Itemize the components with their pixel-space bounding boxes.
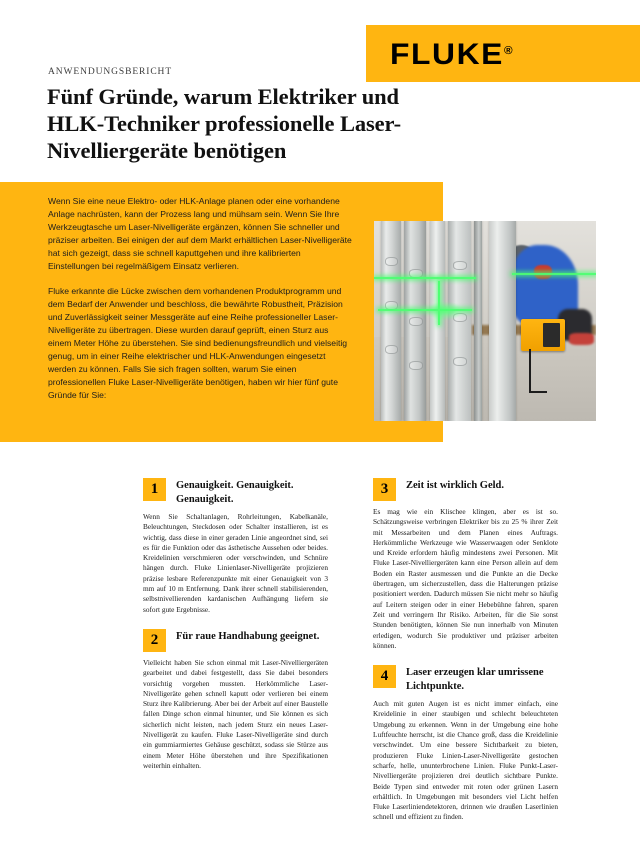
section-body-text: Es mag wie ein Klischee klingen, aber es ist so. Schätzungsweise verbringen Elektriker bis zu 25 % ihrer Zeit mit Messarbeiten und dem Planen eines Auftrags. Herkömmliche Werkzeuge wie Wasserwaagen oder Senklote und Kreide erfordern häufig mindestens zwei Personen. Mit Fluke Laser-Nivelliergeräten kann eine Person allein auf dem Boden ein Raster ausmessen und die Punkte an die Decke übertragen, um sicherzustellen, dass die Halterungen präzise positioniert werden. Dadurch müssen Sie nicht mehr so häufig auf Leitern steigen oder in einer Hebebühne fahren, sparen Zeit und verringern Ihr Risiko. Arbeiten, für die Sie sonst Stunden benötigten, können Sie nun innerhalb von Minuten erledigen, wodurch Sie produktiver und präziser arbeiten können. bbox=[373, 507, 558, 650]
stud-punchout bbox=[409, 317, 423, 326]
section-heading bbox=[373, 665, 558, 693]
laser-level-photo bbox=[374, 221, 596, 421]
green-laser-line bbox=[378, 309, 471, 311]
section-title: Genauigkeit. Genauigkeit. Genauigkeit. bbox=[176, 480, 294, 505]
section-body bbox=[143, 658, 328, 771]
laser-level-display bbox=[543, 323, 561, 347]
photo-metal-stud bbox=[489, 221, 516, 421]
section-heading bbox=[143, 629, 328, 652]
section-title: Zeit ist wirklich Geld. bbox=[406, 480, 504, 491]
stud-punchout bbox=[385, 257, 398, 266]
section-number-badge: 4 bbox=[373, 665, 396, 688]
reason-section-3 bbox=[373, 478, 558, 651]
photo-worker-shoe bbox=[569, 333, 593, 345]
section-title: Laser erzeugen klar umrissene Lichtpunkte. bbox=[406, 667, 544, 692]
green-laser-line bbox=[512, 273, 596, 275]
section-heading bbox=[143, 478, 328, 506]
section-body bbox=[143, 512, 328, 615]
content-column-right bbox=[373, 478, 558, 837]
section-body-text: Vielleicht haben Sie schon einmal mit Laser-Nivelliergeräten gearbeitet und dabei festgestellt, dass Sie dabei besonders vorsichtig vorgehen mussten. Herkömmliche Laser-Nivelligeräte gehen schnell kaputt oder verlieren bei einem Sturz ihre Kalibrierung. Aber bei der Arbeit auf einer Baustelle fallen Dinge schon einmal hinunter, und Sie können es sich sicherlich nicht leisten, nach jedem Sturz ein neues Laser-Nivelligerät zu kaufen. Fluke Laser-Nivelligeräte sind durch ein gummiarmiertes Gehäuse geschützt, sodass sie Stürze aus einem Meter Höhe überstehen und ihre Spezifikationen weiterhin einhalten. bbox=[143, 657, 328, 770]
registered-mark-icon: ® bbox=[503, 45, 513, 57]
photo-worker-glove bbox=[534, 265, 552, 279]
stud-punchout bbox=[385, 345, 398, 354]
section-body-text: Wenn Sie Schaltanlagen, Rohrleitungen, Kabelkanäle, Beleuchtungen, Steckdosen oder Schalter installieren, ist es wichtig, dass diese in einer geraden Linie angeordnet sind, sei es für die Funktion oder das ästhetische Aussehen oder beides. Kreidelinien verschmieren oder verschwinden, und Schnüre hängen durch. Fluke Linienlaser-Nivelligeräte projizieren präzise lesbare Referenzpunkte mit einer Genauigkeit von 3 mm auf 10 m Entfernung. Dank ihrer schnell stabilisierenden, selbstnivellierenden kardanischen Aufhängung liefern sie sofort gute Ergebnisse. bbox=[143, 512, 328, 614]
fluke-logo bbox=[390, 40, 513, 70]
page-title: Fünf Gründe, warum Elektriker und HLK-Techniker professionelle Laser-Nivelliergeräte benötigen bbox=[47, 84, 401, 163]
document-kicker: ANWENDUNGSBERICHT bbox=[48, 67, 173, 77]
laser-level-mount bbox=[529, 349, 531, 393]
section-number-badge: 2 bbox=[143, 629, 166, 652]
section-title: Für raue Handhabung geeignet. bbox=[176, 630, 320, 642]
stud-punchout bbox=[409, 361, 423, 370]
fluke-logo-text: FLUKE bbox=[390, 38, 504, 71]
reason-section-4 bbox=[373, 665, 558, 823]
stud-punchout bbox=[453, 357, 467, 366]
intro-text bbox=[48, 195, 353, 413]
section-heading bbox=[373, 478, 558, 501]
section-number-badge: 1 bbox=[143, 478, 166, 501]
section-body-text: Auch mit guten Augen ist es nicht immer einfach, eine Kreidelinie in einer staubigen und schlecht beleuchteten Umgebung zu erkennen. Wenn in der Umgebung eine hohe Luftfeuchte herrscht, ist die Chance groß, dass die Kreidelinie verschwindet. Um eine bessere Sichtbarkeit zu bieten, produzieren Fluke Linien-Laser-Nivelligeräte gestochen scharfe, helle, ununterbrochene Linien. Fluke Punkt-Laser-Nivelliergeräte projizieren drei deutlich sichtbare Punkte. Beide Typen sind entweder mit roten oder grünen Lasern erhältlich. In Umgebungen mit besonders viel Licht helfen Fluke Laserliniendetektoren, drinnen wie draußen Laserlinien schnell und effizient zu finden. bbox=[373, 699, 558, 822]
green-laser-line-vertical bbox=[438, 281, 440, 325]
photo-metal-stud bbox=[404, 221, 426, 421]
content-column-left bbox=[143, 478, 328, 785]
stud-punchout bbox=[453, 261, 467, 270]
photo-metal-stud bbox=[448, 221, 470, 421]
reason-section-2 bbox=[143, 629, 328, 771]
section-body bbox=[373, 507, 558, 651]
photo-metal-stud bbox=[381, 221, 401, 421]
reason-section-1 bbox=[143, 478, 328, 615]
section-number-badge: 3 bbox=[373, 478, 396, 501]
photo-metal-stud bbox=[474, 221, 482, 421]
photo-metal-stud bbox=[430, 221, 446, 421]
laser-level-foot bbox=[529, 391, 547, 393]
green-laser-line bbox=[374, 277, 476, 279]
laser-glow bbox=[427, 301, 463, 321]
intro-paragraph-2: Fluke erkannte die Lücke zwischen dem vorhandenen Produktprogramm und dem Bedarf der Anwender und beschloss, die bewährte Robustheit, Präzision und Zuverlässigkeit seiner Messgeräte auf eine Reihe professioneller Laser-Nivelligeräte zu übertragen. Diese wurden darauf geprüft, einen Sturz aus einem Meter Höhe zu überstehen. Sie sind bedienungsfreundlich und vielseitig genug, um in einer Reihe elektrischer und HLK-Anwendungen eingesetzt werden zu können. Falls Sie sich fragen sollten, warum Sie einen professionellen Fluke Laser-Nivelligeräte benötigen, haben wir hier fünf gute Gründe für Sie: bbox=[48, 285, 348, 401]
section-body bbox=[373, 699, 558, 823]
intro-paragraph-1: Wenn Sie eine neue Elektro- oder HLK-Anlage planen oder eine vorhandene Anlage nachrüsten, kann der Prozess lang und mühsam sein. Wenn Sie Ihre Werkzeugtasche um Laser-Nivelligeräte ergänzen, können Sie schneller und präziser arbeiten. Bei einigen der auf dem Markt erhältlichen Laser-Nivelligeräte hat sich gezeigt, dass sie schnell kaputtgehen und ihre kalibrierten Einstellungen bei regelmäßigem Einsatz verlieren. bbox=[48, 196, 352, 272]
